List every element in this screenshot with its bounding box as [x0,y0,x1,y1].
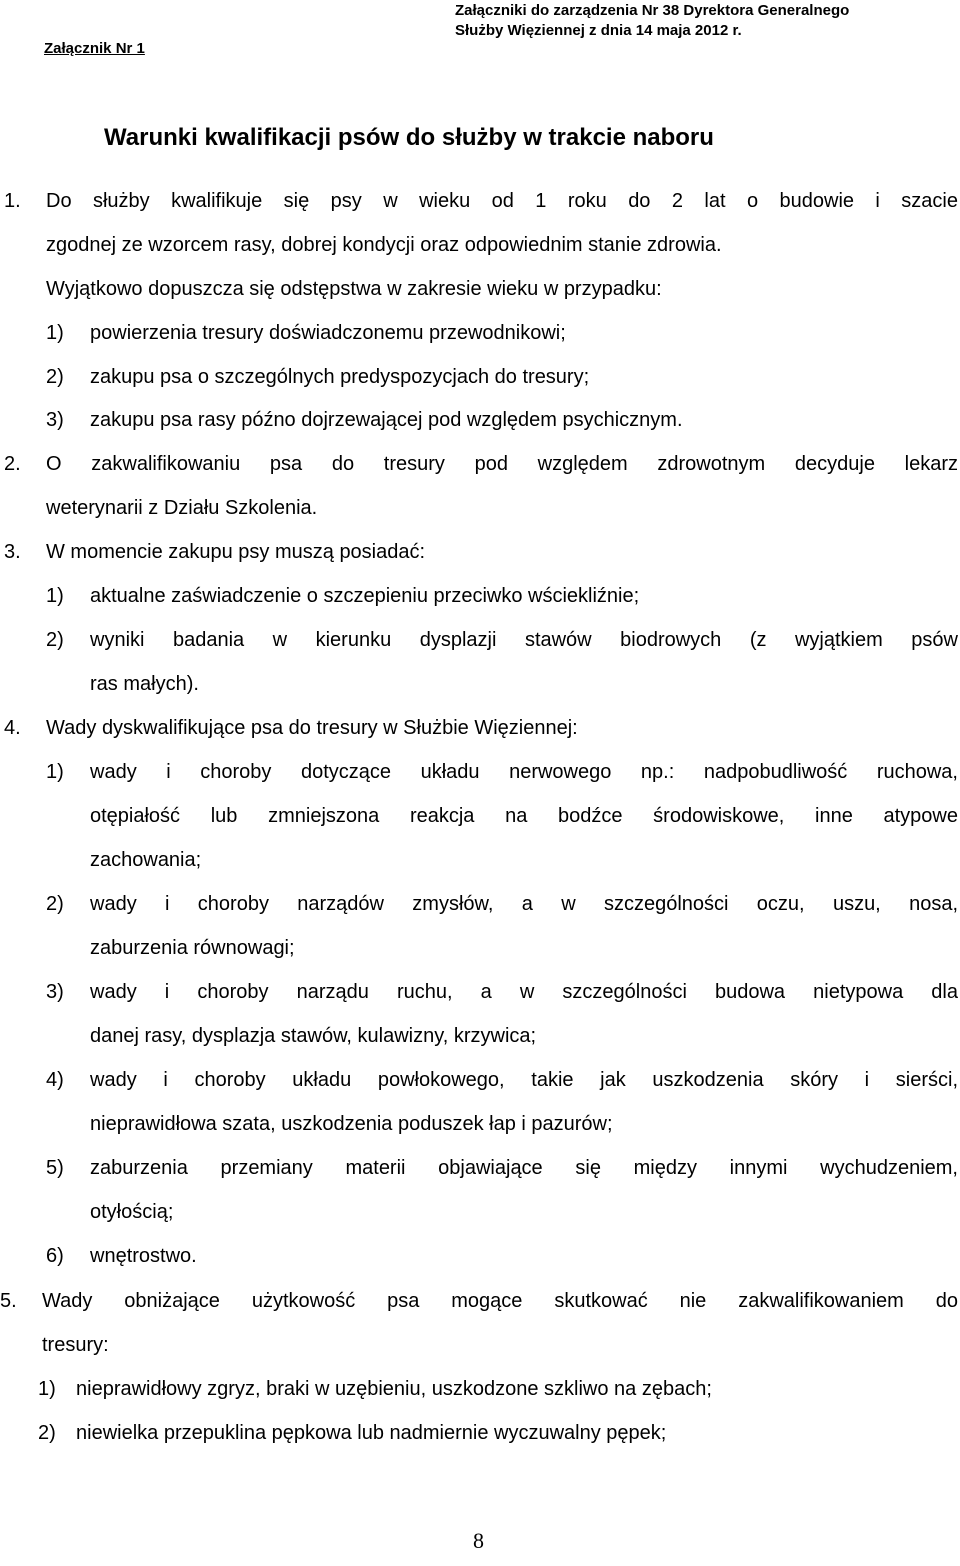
section-number: 5. [0,1290,17,1312]
section-line: tresury: [42,1334,109,1356]
source-line-1: Załączniki do zarządzenia Nr 38 Dyrektora Generalnego [455,2,850,19]
list-item: wady i choroby dotyczące układu nerwowego np.: nadpobudliwość ruchowa, [90,761,958,783]
section-number: 4. [4,717,21,739]
list-item-continuation: zaburzenia równowagi; [90,937,295,959]
list-item: wady i choroby narządu ruchu, a w szczególności budowa nietypowa dla [90,981,958,1003]
section-line: Wady dyskwalifikujące psa do tresury w Służbie Więziennej: [46,717,578,739]
section-line: W momencie zakupu psy muszą posiadać: [46,541,426,563]
item-number: 2) [46,893,64,915]
item-number: 1) [46,322,64,344]
list-item: zakupu psa o szczególnych predyspozycjach do tresury; [90,366,590,388]
section-number: 3. [4,541,21,563]
item-number: 1) [38,1378,56,1400]
list-item-continuation: otępiałość lub zmniejszona reakcja na bodźce środowiskowe, inne atypowe [90,805,958,827]
section-line: weterynarii z Działu Szkolenia. [46,497,318,519]
list-item: zakupu psa rasy późno dojrzewającej pod względem psychicznym. [90,409,683,431]
source-line-2: Służby Więziennej z dnia 14 maja 2012 r. [455,22,742,39]
section-line: Do służby kwalifikuje się psy w wieku od 1 roku do 2 lat o budowie i szacie [46,190,958,212]
list-item: wady i choroby narządów zmysłów, a w szczególności oczu, uszu, nosa, [90,893,958,915]
item-number: 2) [46,366,64,388]
section-number: 2. [4,453,21,475]
item-number: 1) [46,585,64,607]
page-title: Warunki kwalifikacji psów do służby w trakcie naboru [104,124,714,151]
item-number: 2) [46,629,64,651]
list-item-continuation: ras małych). [90,673,199,695]
list-item-continuation: otyłością; [90,1201,174,1223]
page-number: 8 [473,1528,484,1553]
list-item: powierzenia tresury doświadczonemu przewodnikowi; [90,322,566,344]
item-number: 5) [46,1157,64,1179]
section-line: zgodnej ze wzorcem rasy, dobrej kondycji oraz odpowiednim stanie zdrowia. [46,234,722,256]
item-number: 3) [46,981,64,1003]
list-item: niewielka przepuklina pępkowa lub nadmiernie wyczuwalny pępek; [76,1422,667,1444]
attachment-label: Załącznik Nr 1 [44,40,145,57]
list-item: wady i choroby układu powłokowego, takie jak uszkodzenia skóry i sierści, [90,1069,958,1091]
item-number: 2) [38,1422,56,1444]
item-number: 6) [46,1245,64,1267]
section-number: 1. [4,190,21,212]
list-item-continuation: nieprawidłowa szata, uszkodzenia poduszek łap i pazurów; [90,1113,613,1135]
item-number: 1) [46,761,64,783]
list-item: aktualne zaświadczenie o szczepieniu przeciwko wściekliźnie; [90,585,640,607]
item-number: 4) [46,1069,64,1091]
item-number: 3) [46,409,64,431]
list-item: wyniki badania w kierunku dysplazji stawów biodrowych (z wyjątkiem psów [90,629,958,651]
list-item-continuation: zachowania; [90,849,202,871]
section-line: Wady obniżające użytkowość psa mogące skutkować nie zakwalifikowaniem do [42,1290,958,1312]
section-line: Wyjątkowo dopuszcza się odstępstwa w zakresie wieku w przypadku: [46,278,662,300]
list-item: zaburzenia przemiany materii objawiające się między innymi wychudzeniem, [90,1157,958,1179]
list-item: nieprawidłowy zgryz, braki w uzębieniu, uszkodzone szkliwo na zębach; [76,1378,712,1400]
list-item-continuation: danej rasy, dysplazja stawów, kulawizny, krzywica; [90,1025,537,1047]
section-line: O zakwalifikowaniu psa do tresury pod względem zdrowotnym decyduje lekarz [46,453,958,475]
list-item: wnętrostwo. [90,1245,197,1267]
